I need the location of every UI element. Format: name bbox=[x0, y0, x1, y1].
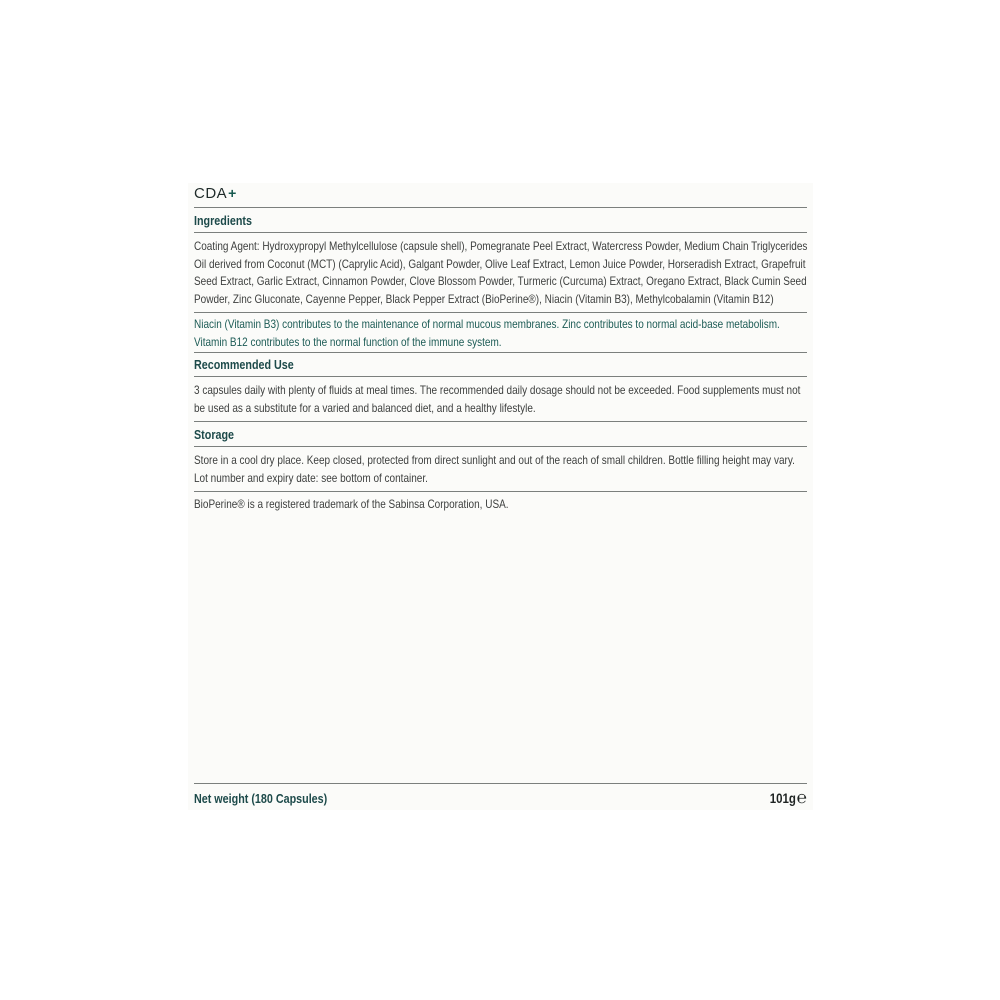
divider bbox=[194, 207, 807, 208]
estimated-sign-icon: ℮ bbox=[796, 788, 807, 807]
recommended-use-heading: Recommended Use bbox=[194, 358, 294, 372]
net-weight-label: Net weight (180 Capsules) bbox=[194, 792, 328, 806]
plus-icon: + bbox=[228, 185, 237, 201]
divider bbox=[194, 783, 807, 784]
divider bbox=[194, 491, 807, 492]
brand-name: CDA bbox=[194, 185, 228, 202]
net-weight-value bbox=[764, 789, 807, 806]
ingredients-text: Coating Agent: Hydroxypropyl Methylcellulose (capsule shell), Pomegranate Peel Extract, Watercress Powder, Medium Chain Triglycerides Oil derived from Coconut (MCT) (Caprylic Acid), Galgant Powder, Olive Leaf Extract, Lemon Juice Powder, Horseradish Extract, Grapefruit Seed Extract, Garlic Extract, Cinnamon Powder, Clove Blossom Powder, Turmeric (Curcuma) Extract, Oregano Extract, Black Cumin Seed Powder, Zinc Gluconate, Cayenne Pepper, Black Pepper Extract (BioPerine®), Niacin (Vitamin B3), Methylcobalamin (Vitamin B12) bbox=[194, 240, 808, 306]
divider bbox=[194, 376, 807, 377]
divider bbox=[194, 421, 807, 422]
storage-heading: Storage bbox=[194, 428, 235, 442]
divider bbox=[194, 352, 807, 353]
weight-number: 101g bbox=[769, 789, 796, 806]
divider bbox=[194, 312, 807, 313]
product-label bbox=[188, 183, 813, 810]
trademark-note: BioPerine® is a registered trademark of the Sabinsa Corporation, USA. bbox=[194, 498, 509, 511]
health-claims-text: Niacin (Vitamin B3) contributes to the maintenance of normal mucous membranes. Zinc contributes to normal acid-base metabolism. Vitamin B12 contributes to the normal function of the immune system. bbox=[194, 318, 780, 349]
ingredients-heading: Ingredients bbox=[194, 214, 252, 228]
divider bbox=[194, 232, 807, 233]
recommended-use-text: 3 capsules daily with plenty of fluids at meal times. The recommended daily dosage should not be exceeded. Food supplements must not be used as a substitute for a varied and balanced diet, and a healthy lifestyle. bbox=[194, 384, 801, 415]
storage-text: Store in a cool dry place. Keep closed, protected from direct sunlight and out of the reach of small children. Bottle filling height may vary. Lot number and expiry date: see bottom of container. bbox=[194, 454, 795, 485]
divider bbox=[194, 446, 807, 447]
brand-logo bbox=[194, 185, 237, 202]
